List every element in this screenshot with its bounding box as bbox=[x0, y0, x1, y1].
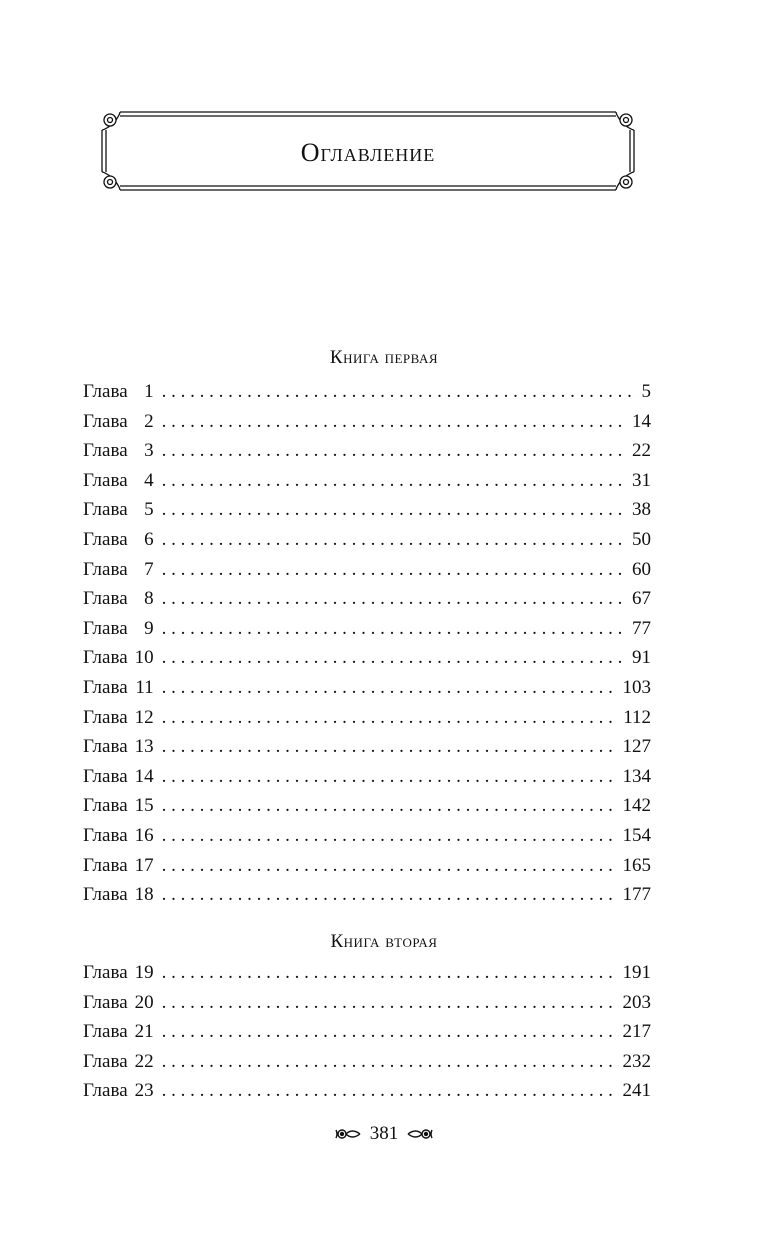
chapter-label: Глава bbox=[83, 854, 128, 876]
toc-entry[interactable] bbox=[83, 703, 651, 733]
toc-entry[interactable] bbox=[83, 762, 651, 792]
toc-entry[interactable] bbox=[83, 555, 651, 585]
chapter-label: Глава bbox=[83, 528, 128, 550]
dot-leader bbox=[162, 851, 619, 881]
chapter-number: 16 bbox=[134, 824, 154, 846]
toc-entry[interactable] bbox=[83, 958, 651, 988]
chapter-number: 6 bbox=[144, 528, 154, 550]
chapter-number: 17 bbox=[134, 854, 154, 876]
chapter-label: Глава bbox=[83, 706, 128, 728]
chapter-number: 4 bbox=[144, 469, 154, 491]
title-frame bbox=[98, 108, 638, 194]
dot-leader bbox=[162, 821, 619, 851]
chapter-label: Глава bbox=[83, 1021, 128, 1043]
page-ref: 191 bbox=[622, 962, 651, 983]
chapter-number: 18 bbox=[134, 884, 154, 906]
chapter-label: Глава bbox=[83, 795, 128, 817]
chapter-number: 13 bbox=[134, 736, 154, 758]
chapter-number: 22 bbox=[134, 1050, 154, 1072]
chapter-number: 11 bbox=[135, 676, 154, 698]
dot-leader bbox=[162, 762, 619, 792]
dot-leader bbox=[162, 1047, 619, 1077]
toc-entry[interactable] bbox=[83, 673, 651, 703]
dot-leader bbox=[162, 958, 619, 988]
toc-entry[interactable] bbox=[83, 407, 651, 437]
chapter-number: 7 bbox=[144, 558, 154, 580]
page-ref: 60 bbox=[632, 558, 651, 580]
chapter-number: 1 bbox=[144, 381, 154, 402]
dot-leader bbox=[162, 407, 628, 437]
dot-leader bbox=[162, 377, 638, 407]
page-ref: 203 bbox=[622, 991, 651, 1013]
toc-entry[interactable] bbox=[83, 1076, 651, 1106]
dot-leader bbox=[162, 466, 628, 496]
page-ref: 5 bbox=[641, 381, 651, 402]
dot-leader bbox=[162, 525, 628, 555]
page-ref: 31 bbox=[632, 469, 651, 491]
chapter-label: Глава bbox=[83, 469, 128, 491]
page-ref: 165 bbox=[622, 854, 651, 876]
dot-leader bbox=[162, 880, 619, 910]
toc-list-book-one bbox=[83, 377, 651, 910]
dot-leader bbox=[162, 703, 620, 733]
chapter-number: 12 bbox=[134, 706, 154, 728]
page-folio bbox=[0, 1123, 768, 1145]
chapter-number: 3 bbox=[144, 440, 154, 462]
chapter-label: Глава bbox=[83, 991, 128, 1013]
chapter-label: Глава bbox=[83, 381, 128, 402]
dot-leader bbox=[162, 1017, 619, 1047]
toc-entry[interactable] bbox=[83, 643, 651, 673]
toc-entry[interactable] bbox=[83, 377, 651, 407]
chapter-number: 21 bbox=[134, 1021, 154, 1043]
dot-leader bbox=[162, 732, 619, 762]
chapter-label: Глава bbox=[83, 499, 128, 521]
page-ref: 103 bbox=[622, 676, 651, 698]
dot-leader bbox=[162, 555, 628, 585]
page-ref: 14 bbox=[632, 410, 651, 432]
toc-entry[interactable] bbox=[83, 436, 651, 466]
chapter-label: Глава bbox=[83, 617, 128, 639]
dot-leader bbox=[162, 1076, 619, 1106]
section-heading-book-one: Книга первая bbox=[329, 347, 439, 368]
toc-entry[interactable] bbox=[83, 988, 651, 1018]
chapter-label: Глава bbox=[83, 558, 128, 580]
dot-leader bbox=[162, 614, 628, 644]
toc-entry[interactable] bbox=[83, 525, 651, 555]
dot-leader bbox=[162, 791, 619, 821]
dot-leader bbox=[162, 584, 628, 614]
dot-leader bbox=[162, 643, 628, 673]
chapter-number: 15 bbox=[134, 795, 154, 817]
chapter-label: Глава bbox=[83, 588, 128, 610]
page-number: 381 bbox=[369, 1123, 399, 1144]
dot-leader bbox=[162, 673, 619, 703]
chapter-number: 8 bbox=[144, 588, 154, 610]
page-ref: 232 bbox=[622, 1050, 651, 1072]
toc-list-book-two bbox=[83, 958, 651, 1106]
page-ref: 154 bbox=[622, 824, 651, 846]
chapter-label: Глава bbox=[83, 884, 128, 906]
chapter-number: 23 bbox=[134, 1080, 154, 1102]
chapter-number: 19 bbox=[134, 962, 154, 983]
chapter-label: Глава bbox=[83, 1080, 128, 1102]
section-heading-book-two: Книга вторая bbox=[330, 931, 438, 952]
chapter-label: Глава bbox=[83, 736, 128, 758]
chapter-label: Глава bbox=[83, 962, 128, 983]
page-ref: 134 bbox=[622, 765, 651, 787]
toc-entry[interactable] bbox=[83, 1047, 651, 1077]
toc-entry[interactable] bbox=[83, 791, 651, 821]
page-ref: 241 bbox=[622, 1080, 651, 1102]
toc-entry[interactable] bbox=[83, 466, 651, 496]
chapter-label: Глава bbox=[83, 410, 128, 432]
chapter-number: 5 bbox=[144, 499, 154, 521]
chapter-label: Глава bbox=[83, 765, 128, 787]
toc-entry[interactable] bbox=[83, 495, 651, 525]
chapter-number: 20 bbox=[134, 991, 154, 1013]
toc-entry[interactable] bbox=[83, 821, 651, 851]
dot-leader bbox=[162, 436, 628, 466]
toc-entry[interactable] bbox=[83, 880, 651, 910]
chapter-label: Глава bbox=[83, 676, 128, 698]
page-title: Оглавление bbox=[300, 138, 436, 167]
chapter-label: Глава bbox=[83, 1050, 128, 1072]
page-ref: 177 bbox=[622, 884, 651, 906]
toc-entry[interactable] bbox=[83, 1017, 651, 1047]
flourish-ornament-icon bbox=[406, 1126, 434, 1142]
page-ref: 67 bbox=[632, 588, 651, 610]
page-ref: 112 bbox=[623, 706, 651, 728]
chapter-number: 9 bbox=[144, 617, 154, 639]
page-ref: 38 bbox=[632, 499, 651, 521]
chapter-number: 2 bbox=[144, 410, 154, 432]
toc-entry[interactable] bbox=[83, 614, 651, 644]
page-ref: 50 bbox=[632, 528, 651, 550]
chapter-label: Глава bbox=[83, 647, 128, 669]
chapter-label: Глава bbox=[83, 824, 128, 846]
page-ref: 91 bbox=[632, 647, 651, 669]
flourish-ornament-icon bbox=[334, 1126, 362, 1142]
dot-leader bbox=[162, 495, 628, 525]
toc-entry[interactable] bbox=[83, 851, 651, 881]
page-ref: 22 bbox=[632, 440, 651, 462]
toc-entry[interactable] bbox=[83, 732, 651, 762]
chapter-number: 10 bbox=[134, 647, 154, 669]
page-ref: 142 bbox=[622, 795, 651, 817]
chapter-number: 14 bbox=[134, 765, 154, 787]
chapter-label: Глава bbox=[83, 440, 128, 462]
dot-leader bbox=[162, 988, 619, 1018]
page-ref: 217 bbox=[622, 1021, 651, 1043]
toc-entry[interactable] bbox=[83, 584, 651, 614]
page-ref: 127 bbox=[622, 736, 651, 758]
page-ref: 77 bbox=[632, 617, 651, 639]
